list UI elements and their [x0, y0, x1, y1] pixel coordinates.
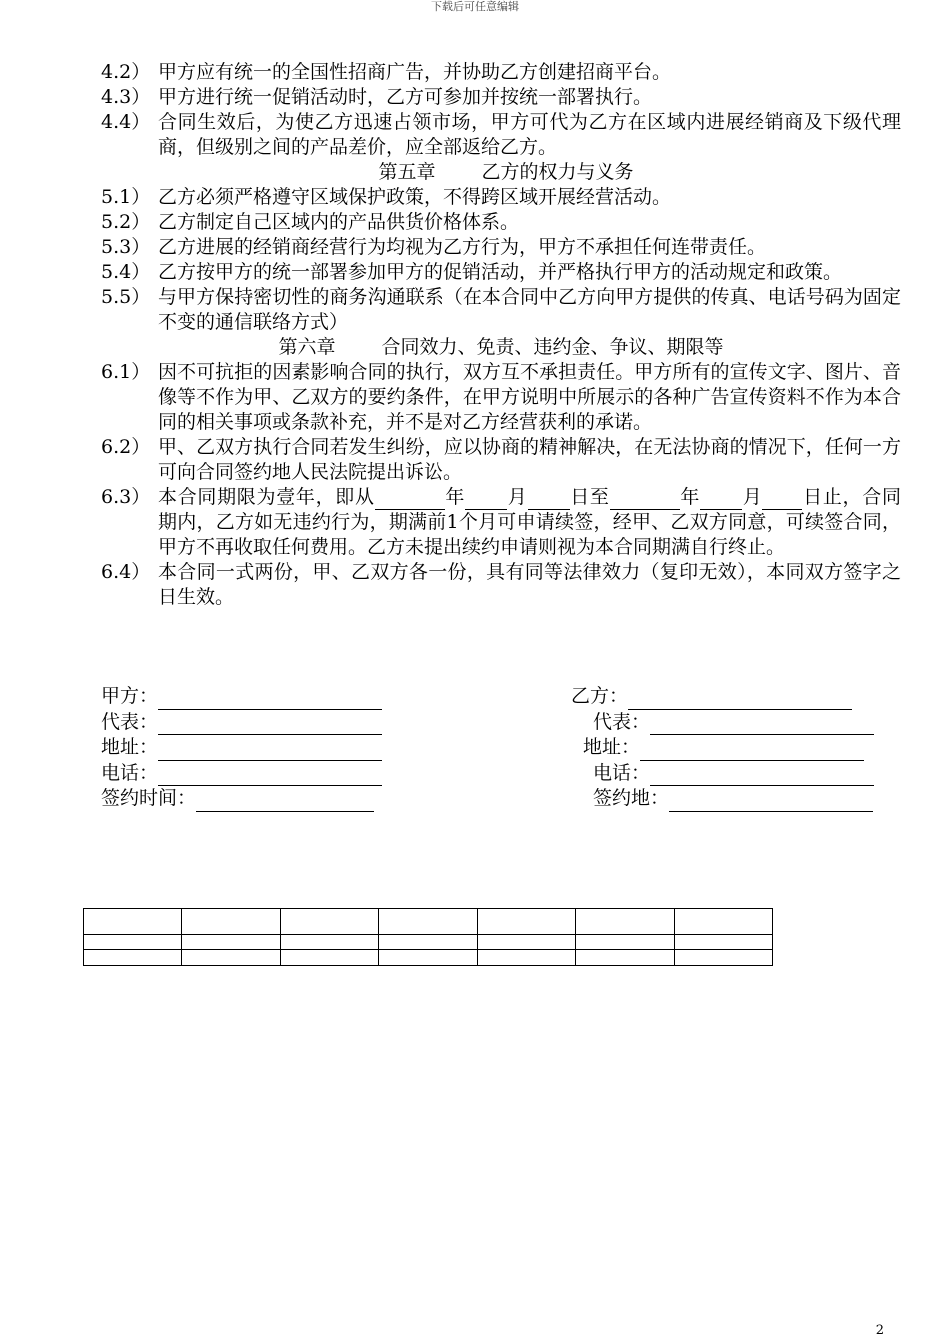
signature-row-party	[101, 684, 891, 710]
phone-a-line[interactable]	[158, 764, 382, 786]
year-label: 年	[444, 486, 466, 508]
paragraph-number: 4.2）	[101, 61, 151, 83]
paragraph	[101, 285, 901, 335]
start-year-blank[interactable]	[375, 489, 445, 510]
paragraph	[101, 185, 901, 210]
rep-a-line[interactable]	[158, 713, 382, 735]
start-month-blank[interactable]	[465, 489, 507, 510]
address-b-line[interactable]	[640, 739, 864, 761]
chapter-5-number: 第五章	[378, 161, 436, 183]
paragraph-text: 因不可抗拒的因素影响合同的执行，双方互不承担责任。甲方所有的宣传文字、图片、音像等不作为甲、乙双方的要约条件，在甲方说明中所展示的各种广告宣传资料不作为本合同的相关事项或条款补充，并不是对乙方经营获利的承诺。	[158, 361, 901, 433]
sign-place-line[interactable]	[669, 790, 873, 812]
address-a-label: 地址：	[101, 736, 159, 758]
paragraph-number: 4.4）	[101, 111, 151, 133]
paragraph-text: 本合同一式两份，甲、乙双方各一份，具有同等法律效力（复印无效），本同双方签字之日生效。	[158, 561, 901, 608]
end-day-blank[interactable]	[762, 489, 802, 510]
phone-a-label: 电话：	[101, 761, 159, 784]
paragraph	[101, 260, 901, 285]
sign-place-label: 签约地：	[593, 787, 670, 809]
paragraph-text: 甲方应有统一的全国性招商广告，并协助乙方创建招商平台。	[158, 61, 672, 83]
party-b-line[interactable]	[628, 688, 852, 710]
signature-block	[101, 684, 891, 812]
start-day-blank[interactable]	[528, 489, 570, 510]
paragraph	[101, 360, 901, 435]
paragraph-number: 6.3）	[101, 486, 151, 508]
end-month-blank[interactable]	[700, 489, 742, 510]
chapter-6-title: 合同效力、免责、违约金、争议、期限等	[381, 336, 724, 358]
phone-b-label: 电话：	[593, 761, 651, 784]
paragraph-text: 与甲方保持密切性的商务沟通联系（在本合同中乙方向甲方提供的传真、电话号码为固定不变的通信联络方式）	[158, 286, 901, 333]
paragraph	[101, 60, 901, 85]
paragraph-text: 乙方按甲方的统一部署参加甲方的促销活动，并严格执行甲方的活动规定和政策。	[158, 261, 843, 283]
chapter-5-heading	[101, 160, 901, 185]
year-label: 年	[679, 486, 701, 508]
contract-body	[101, 60, 901, 610]
paragraph-text: 乙方必须严格遵守区域保护政策，不得跨区域开展经营活动。	[158, 186, 672, 208]
section-6	[101, 360, 901, 485]
table-row	[84, 935, 773, 950]
sign-date-label: 签约时间：	[101, 787, 197, 809]
month-label: 月	[742, 486, 763, 508]
paragraph	[101, 110, 901, 160]
signature-row-representative	[101, 710, 891, 736]
paragraph	[101, 435, 901, 485]
paragraph-text: 甲方进行统一促销活动时，乙方可参加并按统一部署执行。	[158, 86, 653, 108]
chapter-6-number: 第六章	[278, 336, 336, 358]
day-to-label: 日至	[569, 486, 610, 508]
paragraph-text: 合同生效后，为使乙方迅速占领市场，甲方可代为乙方在区域内进展经销商及下级代理商，但级别之间的产品差价，应全部返给乙方。	[158, 111, 901, 158]
party-b-label: 乙方：	[571, 685, 629, 707]
paragraph-number: 6.2）	[101, 436, 151, 458]
chapter-5-title: 乙方的权力与义务	[481, 161, 634, 183]
paragraph-number: 5.4）	[101, 261, 151, 283]
rep-b-line[interactable]	[650, 713, 874, 735]
party-a-label: 甲方：	[101, 685, 159, 707]
signature-row-phone	[101, 761, 891, 787]
term-prefix: 本合同期限为壹年，即从	[158, 486, 375, 508]
section-4	[101, 60, 901, 160]
header-note: 下载后可任意编辑	[431, 0, 519, 13]
month-label: 月	[507, 486, 528, 508]
table-row	[84, 950, 773, 966]
paragraph-number: 5.3）	[101, 236, 151, 258]
paragraph-number: 6.1）	[101, 361, 151, 383]
paragraph	[101, 210, 901, 235]
page-number: 2	[875, 1323, 884, 1338]
paragraph-text: 甲、乙双方执行合同若发生纠纷，应以协商的精神解决，在无法协商的情况下，任何一方可向合同签约地人民法院提出诉讼。	[158, 436, 901, 483]
chapter-6-heading	[101, 335, 901, 360]
paragraph	[101, 85, 901, 110]
day-label: 日	[802, 486, 823, 508]
address-a-line[interactable]	[158, 739, 382, 761]
paragraph-number: 4.3）	[101, 86, 151, 108]
section-5	[101, 185, 901, 335]
rep-a-label: 代表：	[101, 710, 159, 733]
paragraph-text: 乙方制定自己区域内的产品供货价格体系。	[158, 211, 520, 233]
term-rest: 止，合同期内，乙方如无违约行为，期满前1个月可申请续签，经甲、乙双方同意，可续签合同，甲方不再收取任何费用。乙方未提出续约申请则视为本合同期满自行终止。	[158, 486, 901, 558]
end-year-blank[interactable]	[610, 489, 680, 510]
signature-row-address	[101, 735, 891, 761]
paragraph-number: 5.5）	[101, 286, 151, 308]
paragraph-number: 5.2）	[101, 211, 151, 233]
paragraph	[101, 235, 901, 260]
paragraph-6-3	[101, 485, 901, 560]
party-a-line[interactable]	[158, 688, 382, 710]
phone-b-line[interactable]	[650, 764, 874, 786]
paragraph-number: 6.4）	[101, 561, 151, 583]
address-b-label: 地址：	[583, 736, 641, 758]
table-row	[84, 909, 773, 935]
paragraph-text: 乙方进展的经销商经营行为均视为乙方行为，甲方不承担任何连带责任。	[158, 236, 767, 258]
paragraph-number: 5.1）	[101, 186, 151, 208]
paragraph-6-4	[101, 560, 901, 610]
rep-b-label: 代表：	[593, 710, 651, 733]
sign-date-line[interactable]	[196, 790, 374, 812]
signature-row-date-place	[101, 786, 891, 812]
empty-table	[83, 908, 773, 966]
